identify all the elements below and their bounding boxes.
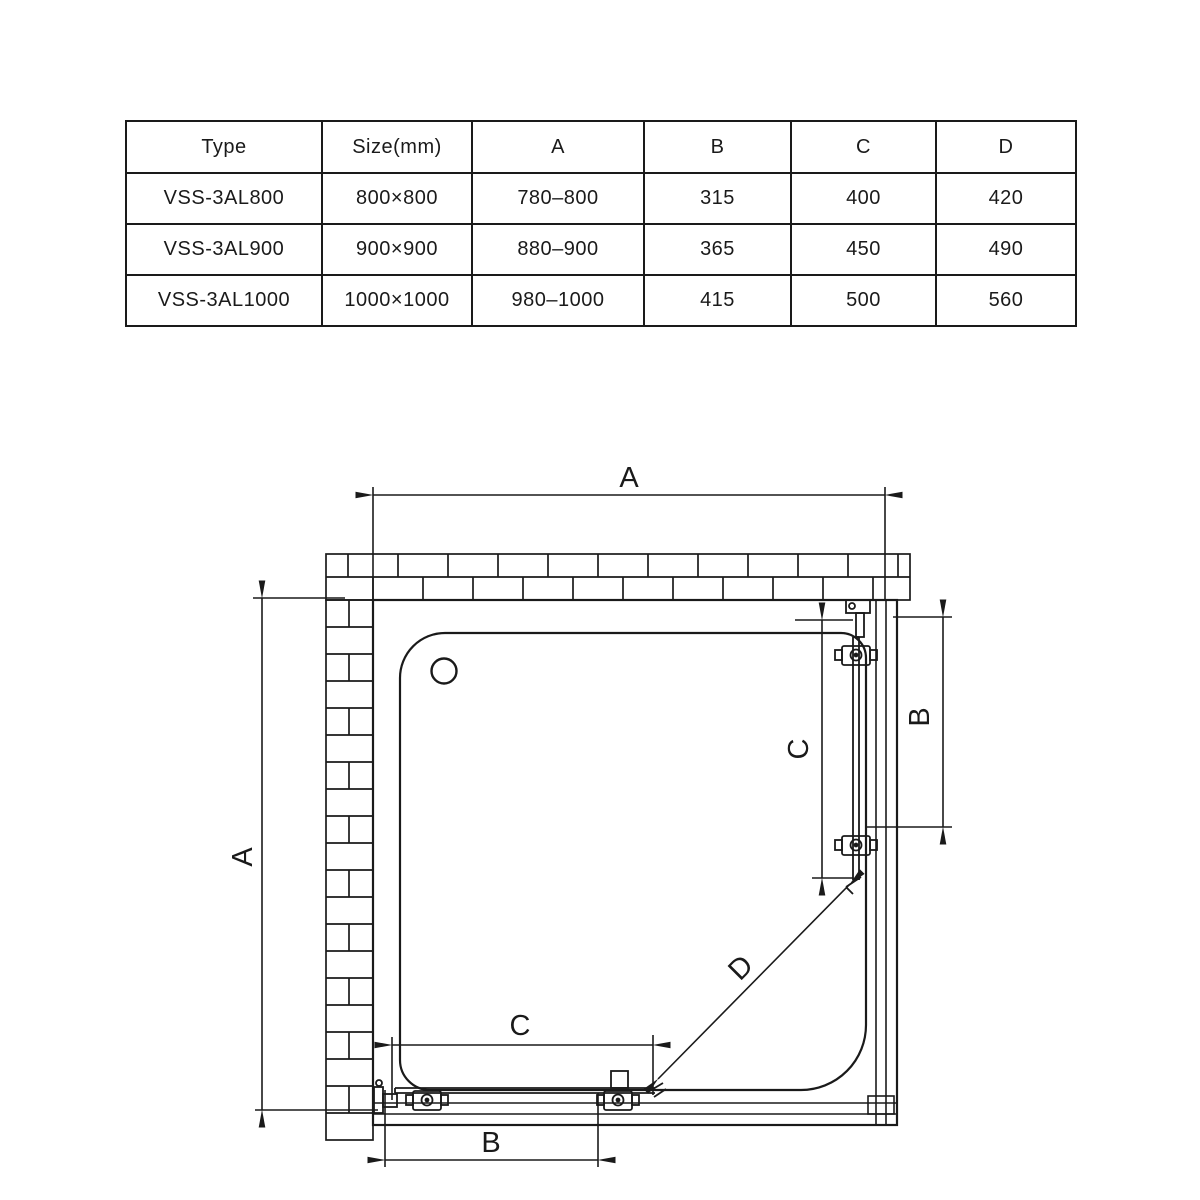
cell-b: 315 [644, 173, 791, 224]
cell-type: VSS-3AL800 [126, 173, 322, 224]
header-b: B [644, 121, 791, 173]
wall-top-bricks [326, 554, 910, 600]
dim-a-top [373, 487, 885, 600]
cell-d: 420 [936, 173, 1076, 224]
dim-label-b-right: B [904, 707, 936, 727]
cell-d: 560 [936, 275, 1076, 326]
cell-type: VSS-3AL1000 [126, 275, 322, 326]
dim-label-b-bottom: B [481, 1127, 501, 1159]
enclosure-tracks [373, 600, 897, 1125]
wall-left-bricks [326, 600, 373, 1140]
shower-tray [400, 633, 866, 1090]
roller [406, 1091, 448, 1110]
dim-label-c-right: C [783, 738, 815, 760]
cell-type: VSS-3AL900 [126, 224, 322, 275]
header-c: C [791, 121, 936, 173]
right-door-panel [835, 600, 877, 894]
bottom-door-panel [374, 1071, 666, 1113]
dim-a-left [253, 598, 378, 1110]
cell-d: 490 [936, 224, 1076, 275]
cell-size: 900×900 [322, 224, 472, 275]
cell-a: 980–1000 [472, 275, 644, 326]
roller [835, 646, 877, 665]
dim-label-d-diagonal: D [722, 949, 760, 987]
dim-label-a-top: A [619, 462, 639, 494]
cell-c: 450 [791, 224, 936, 275]
enclosure-frame [373, 600, 897, 1125]
corner-bracket [868, 1096, 894, 1114]
dim-d-diagonal [658, 884, 850, 1079]
cell-b: 415 [644, 275, 791, 326]
cell-a: 780–800 [472, 173, 644, 224]
header-a: A [472, 121, 644, 173]
cell-size: 800×800 [322, 173, 472, 224]
cell-c: 500 [791, 275, 936, 326]
dim-label-a-left: A [227, 847, 259, 867]
dim-label-c-bottom: C [509, 1010, 531, 1042]
header-type: Type [126, 121, 322, 173]
wall-profile-bracket [846, 600, 870, 637]
cell-b: 365 [644, 224, 791, 275]
header-d: D [936, 121, 1076, 173]
drain [432, 659, 457, 684]
cell-a: 880–900 [472, 224, 644, 275]
cell-c: 400 [791, 173, 936, 224]
cell-size: 1000×1000 [322, 275, 472, 326]
header-size: Size(mm) [322, 121, 472, 173]
roller [835, 836, 877, 855]
